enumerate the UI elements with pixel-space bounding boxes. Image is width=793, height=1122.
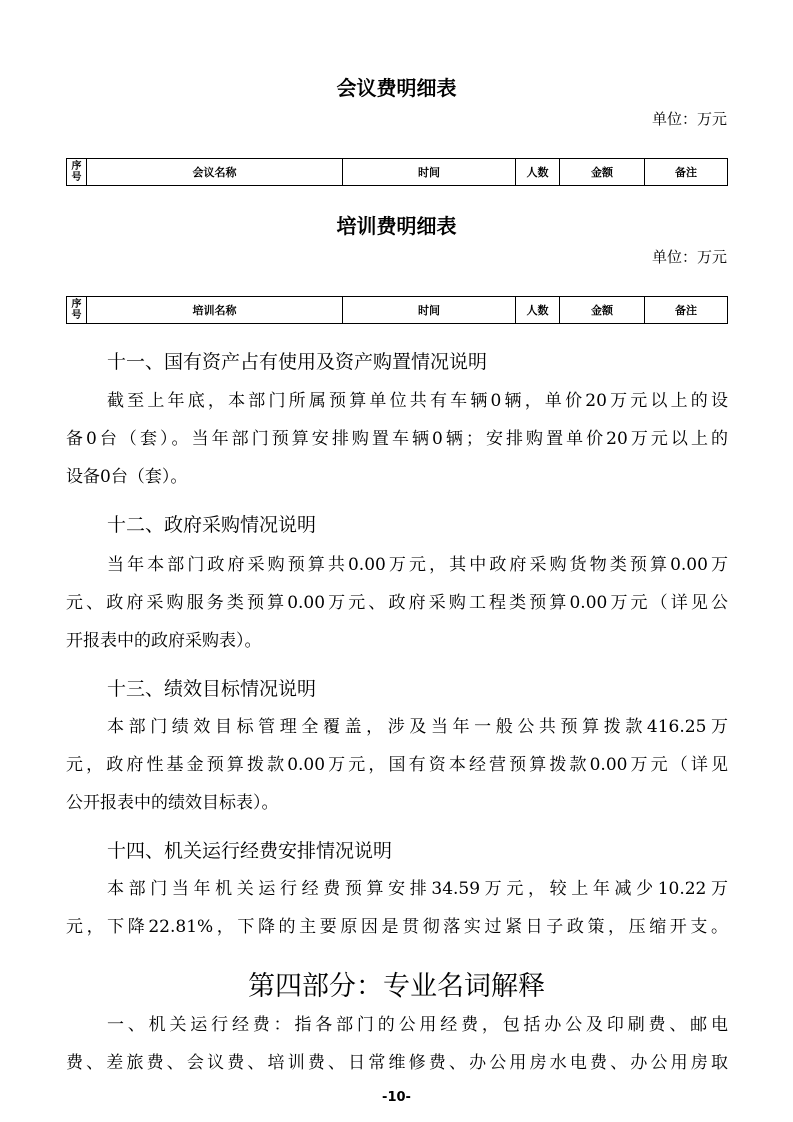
paragraph-line: 本部门当年机关运行经费预算安排34.59万元，较上年减少10.22万 xyxy=(107,879,728,899)
table-header-row xyxy=(67,159,728,186)
header-cell: 会议名称 xyxy=(87,159,343,186)
header-cell: 序号 xyxy=(67,159,87,186)
paragraph-line: 元，政府性基金预算拨款0.00万元，国有资本经营预算拨款0.00万元（详见 xyxy=(66,755,728,775)
paragraph-line: 费、差旅费、会议费、培训费、日常维修费、办公用房水电费、办公用房取 xyxy=(66,1053,728,1073)
header-cell: 人数 xyxy=(516,159,560,186)
table-header-row xyxy=(67,297,728,324)
header-cell: 培训名称 xyxy=(87,297,343,324)
section-heading: 十四、机关运行经费安排情况说明 xyxy=(107,840,393,862)
meeting-table-title: 会议费明细表 xyxy=(336,76,457,100)
meeting-unit-label: 单位：万元 xyxy=(651,110,727,128)
section-heading: 十三、绩效目标情况说明 xyxy=(107,678,317,700)
paragraph-line: 元，下降22.81%，下降的主要原因是贯彻落实过紧日子政策，压缩开支。 xyxy=(66,917,728,937)
header-cell: 时间 xyxy=(343,159,516,186)
header-cell: 备注 xyxy=(645,159,728,186)
paragraph-line: 当年本部门政府采购预算共0.00万元，其中政府采购货物类预算0.00万 xyxy=(107,555,728,575)
training-table-title: 培训费明细表 xyxy=(336,214,457,238)
paragraph-line: 元、政府采购服务类预算0.00万元、政府采购工程类预算0.00万元（详见公 xyxy=(66,593,728,613)
paragraph-line: 开报表中的政府采购表）。 xyxy=(66,631,262,651)
header-cell: 序号 xyxy=(67,297,87,324)
paragraph-line: 公开报表中的绩效目标表）。 xyxy=(66,793,279,813)
paragraph-line: 截至上年底，本部门所属预算单位共有车辆0辆，单价20万元以上的设 xyxy=(107,391,728,411)
training-table xyxy=(66,296,728,324)
part-title: 第四部分：专业名词解释 xyxy=(248,971,545,1002)
training-unit-label: 单位：万元 xyxy=(651,248,727,266)
section-heading: 十一、国有资产占有使用及资产购置情况说明 xyxy=(107,351,488,373)
header-cell: 人数 xyxy=(516,297,560,324)
page-number: -10- xyxy=(382,1090,411,1105)
header-cell: 时间 xyxy=(343,297,516,324)
header-cell: 备注 xyxy=(645,297,728,324)
header-cell: 金额 xyxy=(560,159,645,186)
header-cell: 金额 xyxy=(560,297,645,324)
section-heading: 十二、政府采购情况说明 xyxy=(107,514,317,536)
paragraph-line: 备0台（套）。当年部门预算安排购置车辆0辆；安排购置单价20万元以上的 xyxy=(66,429,728,449)
meeting-table xyxy=(66,158,728,186)
paragraph-line: 本部门绩效目标管理全覆盖，涉及当年一般公共预算拨款416.25万 xyxy=(107,717,728,737)
paragraph-line: 一、机关运行经费：指各部门的公用经费，包括办公及印刷费、邮电 xyxy=(107,1015,728,1035)
paragraph-line: 设备0台（套）。 xyxy=(66,467,188,487)
